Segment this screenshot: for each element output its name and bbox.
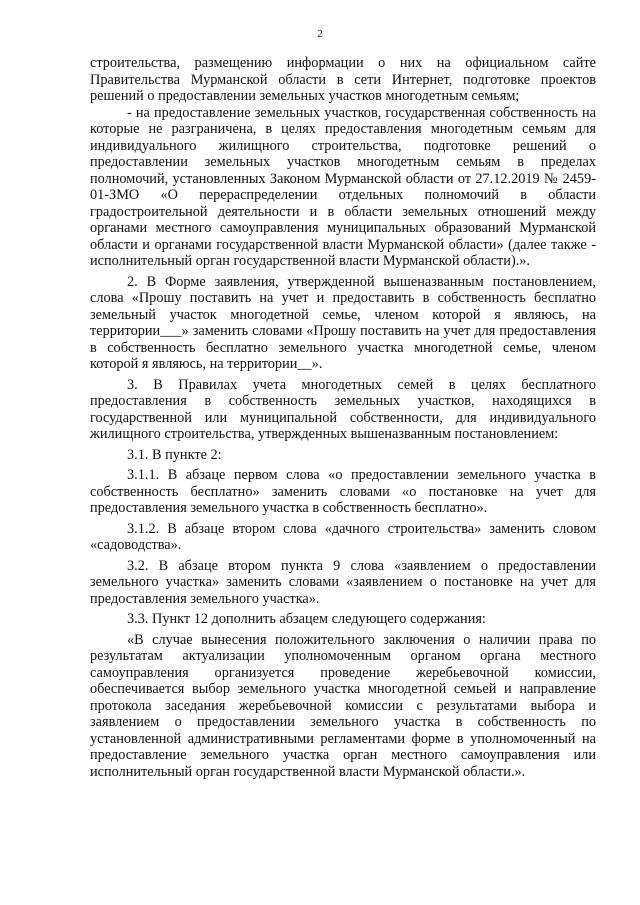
paragraph-item-3-2: 3.2. В абзаце втором пункта 9 слова «заявлением о предоставлении земельного участка» заменить словами «заявлением о постановке на учет для предоставления земельного участка». <box>90 557 596 607</box>
page-number: 2 <box>317 28 323 40</box>
paragraph-item-3: 3. В Правилах учета многодетных семей в целях бесплатного предоставления в собственность земельных участков, находящихся в государственной или муниципальной собственности, для индивидуального жилищного строительства, утвержденных вышеназванным постановлением: <box>90 376 596 442</box>
document-body <box>90 55 596 780</box>
paragraph-list-item: - на предоставление земельных участков, государственная собственность на которые не разграничена, в целях предоставления многодетным семьям для индивидуального жилищного строительства, подготовке решений о предоставлении земельных участков многодетным семьям в пределах полномочий, установленных Законом Мурманской области от 27.12.2019 № 2459-01-ЗМО «О перераспределении отдельных полномочий в области градостроительной деятельности и в области земельных отношений между органами местного самоуправления муниципальных образований Мурманской области и органами государственной власти Мурманской области» (далее также - исполнительный орган государственной власти Мурманской области).». <box>90 104 596 269</box>
paragraph-item-3-1-1: 3.1.1. В абзаце первом слова «о предоставлении земельного участка в собственность бесплатно» заменить словами «о постановке на учет для предоставления земельного участка в собственность бесплатно». <box>90 467 596 516</box>
paragraph-continuation: строительства, размещению информации о них на официальном сайте Правительства Мурманской области в сети Интернет, подготовке проектов решений о предоставлении земельных участков многодетным семьям; <box>90 55 596 104</box>
paragraph-item-2: 2. В Форме заявления, утвержденной вышеназванным постановлением, слова «Прошу поставить на учет и предоставить в собственность бесплатно земельный участок многодетной семье, членом которой я являюсь, на территории___» заменить словами «Прошу поставить на учет для предоставления в собственность бесплатно земельного участка многодетной семье, членом которой я являюсь, на территории__». <box>90 273 596 372</box>
paragraph-quoted-addition: «В случае вынесения положительного заключения о наличии права по результатам актуализации уполномоченным органом органа местного самоуправления организуется проведение жеребьевочной комиссии, обеспечивается выбор земельного участка многодетной семьей и направление протокола заседания жеребьевочной комиссии с результатами выбора и заявлением о предоставлении земельного участка в собственность по установленной административными регламентами форме в уполномоченный на предоставление земельного участка орган местного самоуправления или исполнительный орган государственной власти Мурманской области.». <box>90 631 596 780</box>
paragraph-item-3-1-2: 3.1.2. В абзаце втором слова «дачного строительства» заменить словом «садоводства». <box>90 520 596 553</box>
paragraph-item-3-3: 3.3. Пункт 12 дополнить абзацем следующего содержания: <box>127 611 486 627</box>
paragraph-item-3-1: 3.1. В пункте 2: <box>127 446 222 463</box>
